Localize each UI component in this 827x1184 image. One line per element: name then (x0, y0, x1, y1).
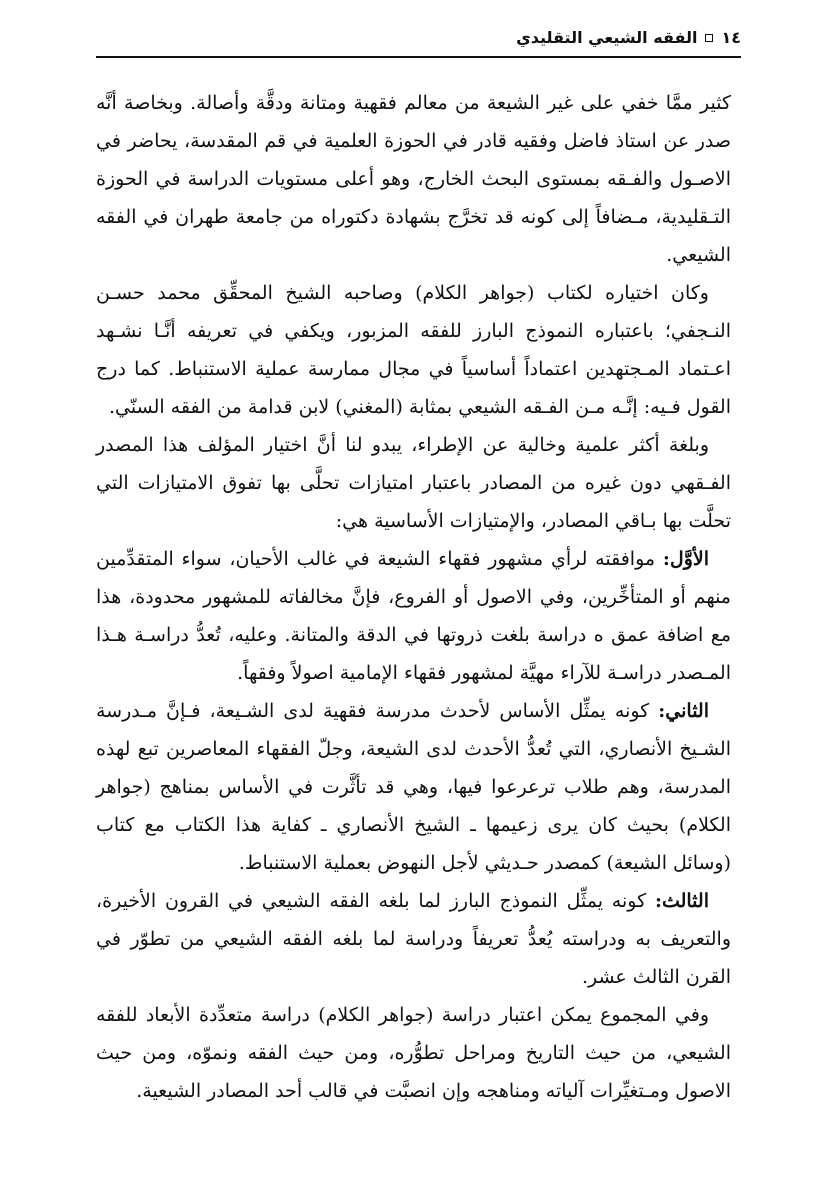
square-bullet-icon (705, 34, 713, 42)
paragraph: وبلغة أكثر علمية وخالية عن الإطراء، يبدو لنا أنَّ اختيار المؤلف هذا المصدر الفـقهي دون غيره من المصادر باعتبار امتيازات تحلَّى بها تفوق الامتيازات التي تحلَّت بها بـاقي المصادر، والإمتيازات الأساسية هي: (96, 434, 731, 532)
body-text (96, 84, 731, 1110)
point-label: الأوَّل: (662, 548, 709, 570)
point-label: الثاني: (658, 700, 709, 722)
paragraph-second-point: الثاني: كونه يمثِّل الأساس لأحدث مدرسة فقهية لدى الشـيعة، فـإنَّ مـدرسة الشـيخ الأنصاري، التي تُعدُّ الأحدث لدى الشيعة، وجلّ الفقهاء المعاصرين تبع لهذه المدرسة، وهم طلاب ترعرعوا فيها، وهي قد تأثَّرت في الأساس بمناهج (جواهر الكلام) بحيث كان يرى زعيمها ـ الشيخ الأنصاري ـ كفاية هذا الكتاب مع كتاب (وسائل الشيعة) كمصدر حـديثي لأجل النهوض بعملية الاستنباط. (96, 700, 731, 874)
paragraph-first-point: الأوَّل: موافقته لرأي مشهور فقهاء الشيعة في غالب الأحيان، سواء المتقدِّمين منهم أو المتأخِّرين، وفي الاصول أو الفروع، فإنَّ مخالفاته للمشهور محدودة، هذا مع اضافة عمق ه دراسة بلغت ذروتها في الدقة والمتانة. وعليه، تُعدُّ دراسـة هـذا المـصدر دراسـة للآراء مهيَّة لمشهور فقهاء الإمامية اصولاً وفقهاً. (96, 548, 731, 684)
paragraph: وفي المجموع يمكن اعتبار دراسة (جواهر الكلام) دراسة متعدِّدة الأبعاد للفقه الشيعي، من حيث التاريخ ومراحل تطوُّره، ومن حيث الفقه ونموّه، ومن حيث الاصول ومـتغيِّرات آلياته ومناهجه وإن انصبَّت في قالب أحد المصادر الشيعية. (96, 1004, 731, 1102)
running-header (96, 26, 741, 58)
paragraph: كثير ممَّا خفي على غير الشيعة من معالم فقهية ومتانة ودقَّة وأصالة. وبخاصة أنَّه صدر عن استاذ فاضل وفقيه قادر في الحوزة العلمية في قم المقدسة، يحاضر في الاصـول والفـقه بمستوى البحث الخارج، وهو أعلى مستويات الدراسة في الحوزة التـقليدية، مـضافاً إلى كونه قد تخرَّج بشهادة دكتوراه من جامعة طهران في الفقه الشيعي. (96, 92, 731, 266)
paragraph: وكان اختياره لكتاب (جواهر الكلام) وصاحبه الشيخ المحقِّق محمد حسـن النـجفي؛ باعتباره النموذج البارز للفقه المزبور، ويكفي في تعريفه أنَّـا نشـهد اعـتماد المـجتهدين اعتماداً أساسياً في مجال ممارسة عملية الاستنباط. كما درج القول فـيه: إنَّـه مـن الفـقه الشيعي بمثابة (المغني) لابن قدامة من الفقه السنّي. (96, 282, 731, 418)
page-number: ١٤ (721, 28, 741, 47)
paragraph-third-point: الثالث: كونه يمثِّل النموذج البارز لما بلغه الفقه الشيعي في القرون الأخيرة، والتعريف به ودراسته يُعدُّ تعريفاً ودراسة لما بلغه الفقه الشيعي من تطوّر في القرن الثالث عشر. (96, 890, 731, 988)
running-title: الفقه الشيعي التقليدي (516, 28, 698, 47)
point-label: الثالث: (654, 890, 709, 912)
